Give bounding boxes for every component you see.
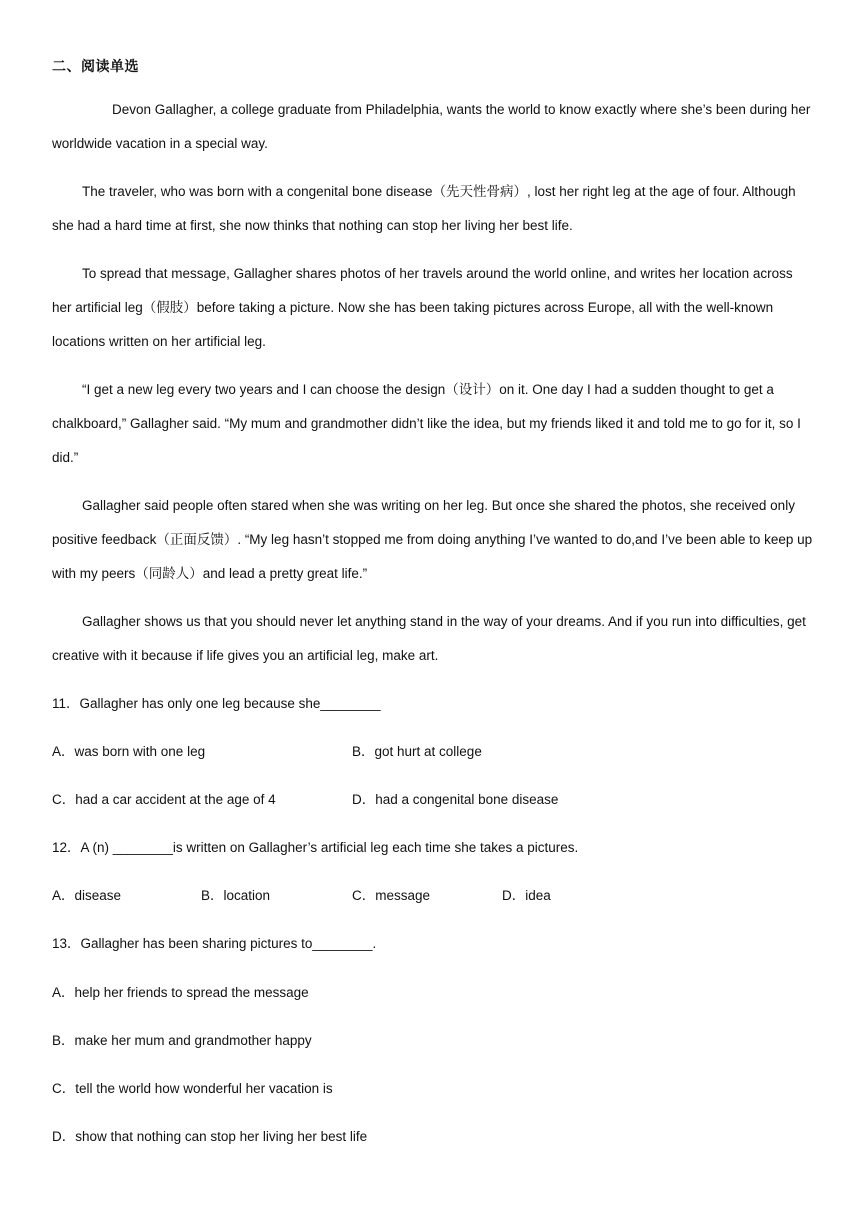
question-stem-12: 12．A (n) ________is written on Gallagher’s artificial leg each time she takes a pictures. xyxy=(52,840,579,855)
option-11-a: A．was born with one leg xyxy=(52,744,206,759)
passage-paragraph: “I get a new leg every two years and I can choose the design（设计）on it. One day I had a sudden thought to get a chalkboard,” Gallagher said. “My mum and grandmother didn’t like the idea, but my friends liked it and told me to go for it, so I did.” xyxy=(52,382,801,465)
option-13-c: C．tell the world how wonderful her vacation is xyxy=(52,1081,333,1096)
option-12-a: A．disease xyxy=(52,888,122,903)
passage-paragraph: To spread that message, Gallagher shares photos of her travels around the world online, and writes her location across her artificial leg（假肢）before taking a picture. Now she has been taking pictures across Europe, all with the well-known locations written on her artificial leg. xyxy=(52,266,793,349)
passage-paragraph: The traveler, who was born with a congenital bone disease（先天性骨病）, lost her right leg at the age of four. Although she had a hard time at first, she now thinks that nothing can stop her living her best life. xyxy=(52,184,796,233)
option-11-d: D．had a congenital bone disease xyxy=(352,792,559,807)
option-13-d: D．show that nothing can stop her living her best life xyxy=(52,1129,368,1144)
section-title: 二、阅读单选 xyxy=(52,58,139,74)
option-13-b: B．make her mum and grandmother happy xyxy=(52,1033,312,1048)
option-11-b: B．got hurt at college xyxy=(352,744,482,759)
question-stem-11: 11．Gallagher has only one leg because she________ xyxy=(52,696,381,711)
option-13-a: A．help her friends to spread the message xyxy=(52,985,309,1000)
passage-paragraph: Gallagher shows us that you should never let anything stand in the way of your dreams. And if you run into difficulties, get creative with it because if life gives you an artificial leg, make art. xyxy=(52,614,806,663)
option-12-d: D．idea xyxy=(502,888,551,903)
option-11-c: C．had a car accident at the age of 4 xyxy=(52,792,276,807)
question-stem-13: 13．Gallagher has been sharing pictures to________. xyxy=(52,936,377,951)
option-12-c: C．message xyxy=(352,888,431,903)
option-12-b: B．location xyxy=(201,888,271,903)
passage-paragraph: Devon Gallagher, a college graduate from Philadelphia, wants the world to know exactly where she’s been during her worldwide vacation in a special way. xyxy=(52,102,811,151)
passage-paragraph: Gallagher said people often stared when she was writing on her leg. But once she shared the photos, she received only positive feedback（正面反馈）. “My leg hasn’t stopped me from doing anything I’ve wanted to do,and I’ve been able to keep up with my peers（同龄人）and lead a pretty great life.” xyxy=(52,498,813,581)
